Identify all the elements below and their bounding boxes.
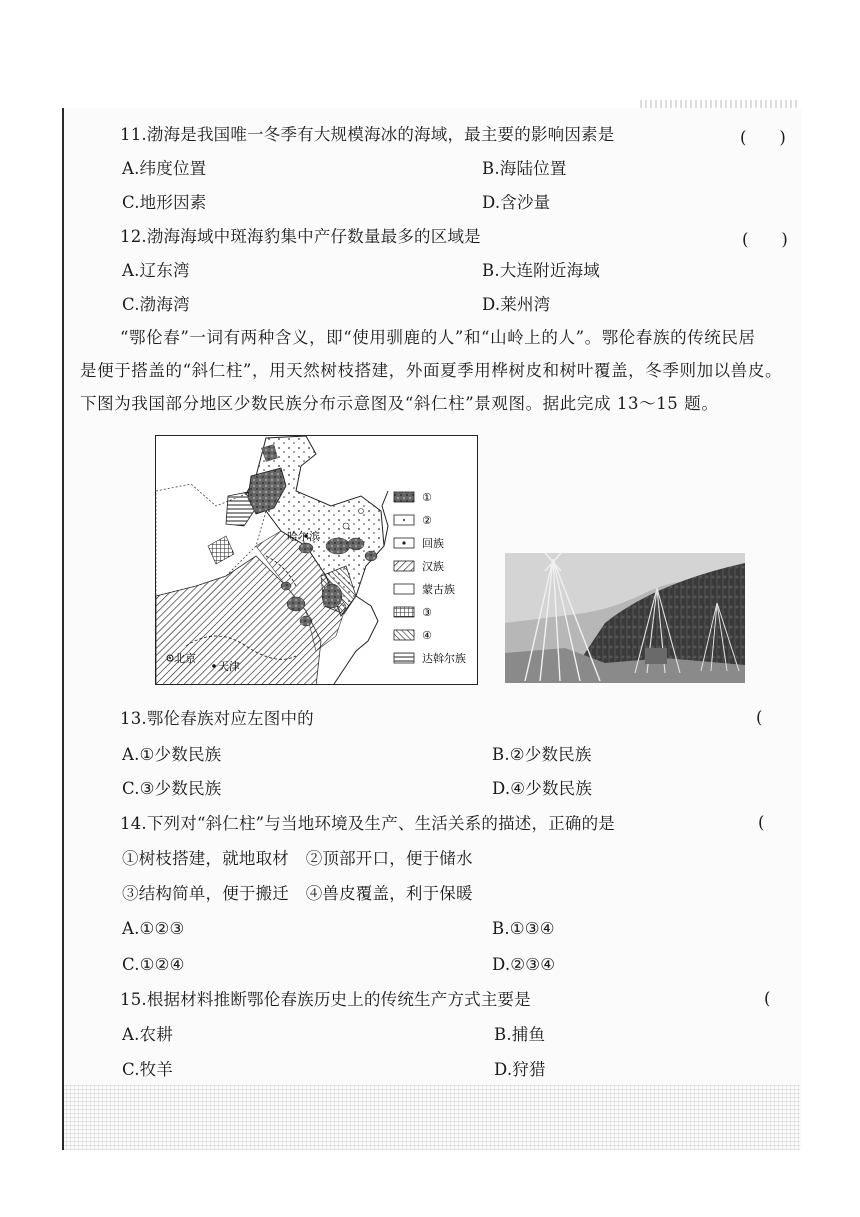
legend-swatch-7 — [394, 630, 414, 640]
q14-statement-2: ③结构简单，便于搬迁 ④兽皮覆盖，利于保暖 — [122, 884, 473, 903]
q14-option-c: C.①②④ — [122, 955, 185, 974]
q12-answer-bracket: ( ) — [742, 230, 788, 249]
q13-option-b: B.②少数民族 — [492, 745, 592, 764]
q13-option-d: D.④少数民族 — [492, 779, 593, 798]
legend-swatch-5 — [394, 584, 414, 594]
q14-option-b: B.①③④ — [492, 919, 555, 938]
legend-label-1: ① — [422, 491, 432, 504]
q11-option-c: C.地形因素 — [122, 193, 207, 212]
q15-option-b: B.捕鱼 — [494, 1025, 546, 1044]
q12-option-c: C.渤海湾 — [122, 295, 190, 314]
legend-label-5: 蒙古族 — [422, 583, 455, 596]
city-label-harbin: 哈尔滨 — [287, 530, 320, 543]
q15-stem: 15.根据材料推断鄂伦春族历史上的传统生产方式主要是 — [120, 990, 531, 1009]
q12-option-a: A.辽东湾 — [122, 261, 190, 280]
legend-swatch-6 — [394, 607, 414, 617]
xierenzhu-photo — [505, 553, 745, 683]
q12-option-d: D.莱州湾 — [482, 295, 551, 314]
legend-label-6: ③ — [422, 606, 432, 619]
legend-label-3: 回族 — [422, 537, 444, 550]
q13-option-a: A.①少数民族 — [122, 745, 222, 764]
legend-label-7: ④ — [422, 629, 432, 642]
legend-label-2: ② — [422, 514, 432, 527]
q15-option-d: D.狩猎 — [494, 1060, 546, 1079]
q15-option-c: C.牧羊 — [122, 1060, 174, 1079]
paper-edge — [640, 100, 800, 108]
legend-label-8: 达斡尔族 — [422, 652, 466, 665]
map-svg — [156, 436, 478, 685]
q13-answer-bracket: ( — [756, 708, 763, 727]
q11-option-d: D.含沙量 — [482, 193, 551, 212]
q14-answer-bracket: ( — [758, 813, 765, 832]
q14-stem: 14.下列对“斜仁柱”与当地环境及生产、生活关系的描述，正确的是 — [120, 814, 616, 833]
ethnic-distribution-map — [155, 435, 478, 685]
legend-swatch-8 — [394, 653, 414, 663]
legend-swatch-4 — [394, 561, 414, 571]
q15-answer-bracket: ( — [764, 989, 771, 1008]
q11-stem: 11.渤海是我国唯一冬季有大规模海冰的海域，最主要的影响因素是 — [120, 125, 615, 144]
city-label-beijing: 北京 — [174, 652, 196, 665]
q14-option-d: D.②③④ — [492, 955, 556, 974]
q12-stem: 12.渤海海域中斑海豹集中产仔数量最多的区域是 — [120, 227, 481, 246]
material-paragraph — [80, 321, 796, 420]
city-label-tianjin: 天津 — [218, 660, 240, 673]
material-line-2: 是便于搭盖的“斜仁柱”，用天然树枝搭建，外面夏季用桦树皮和树叶覆盖，冬季则加以兽皮。 — [80, 361, 783, 380]
material-line-1: “鄂伦春”一词有两种含义，即“使用驯鹿的人”和“山岭上的人”。鄂伦春族的传统民居 — [120, 328, 756, 347]
q11-option-b: B.海陆位置 — [482, 159, 567, 178]
q14-option-a: A.①②③ — [122, 919, 185, 938]
scan-texture-band — [62, 1085, 800, 1150]
q13-option-c: C.③少数民族 — [122, 779, 222, 798]
q12-option-b: B.大连附近海域 — [482, 261, 600, 280]
q11-answer-bracket: ( ) — [740, 128, 786, 147]
legend-swatch-1 — [394, 492, 414, 502]
q15-option-a: A.农耕 — [122, 1025, 173, 1044]
map-legend — [394, 491, 466, 665]
q11-option-a: A.纬度位置 — [122, 159, 207, 178]
photo-svg — [505, 553, 745, 683]
legend-label-4: 汉族 — [422, 560, 444, 573]
q13-stem: 13.鄂伦春族对应左图中的 — [120, 709, 314, 728]
material-line-3: 下图为我国部分地区少数民族分布示意图及“斜仁柱”景观图。据此完成 13～15 题。 — [80, 394, 719, 413]
q14-statement-1: ①树枝搭建，就地取材 ②顶部开口，便于储水 — [122, 849, 473, 868]
